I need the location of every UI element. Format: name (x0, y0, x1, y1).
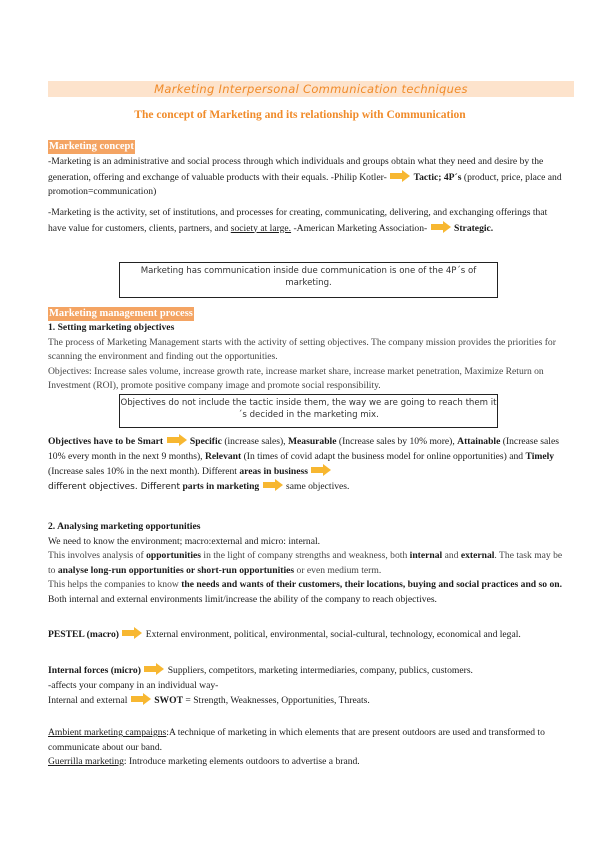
external-label: external (460, 550, 495, 561)
measurable-label: Measurable (287, 436, 337, 447)
tactic-label: Tactic; 4P´s (413, 171, 462, 183)
analysing-text: in the light of company strengths and weakness, both (203, 550, 408, 561)
internal-label: internal (409, 550, 443, 561)
analysing-line-4: Both internal and external environments limit/increase the ability of the company to reach objectives. (48, 593, 437, 605)
concept-paragraph-1 (48, 155, 566, 200)
arrow-right-icon (431, 221, 451, 233)
guerrilla-marketing-label: Guerrilla marketing (48, 756, 124, 767)
same-objectives-text: same objectives. (286, 481, 350, 492)
concept-note-box: Marketing has communication inside due communication is one of the 4P´s of marketing. (119, 262, 498, 298)
arrow-right-icon (131, 693, 151, 705)
internal-forces-text: Suppliers, competitors, marketing intermediaries, company, publics, customers. (167, 665, 473, 676)
timely-label: Timely (525, 451, 555, 462)
attainable-text: (Increase sales 10% every month in the next 9 months), (48, 436, 559, 462)
ambient-marketing-text: :A technique of marketing in which elements that are present outdoors are used and transformed to communicate about our band. (48, 727, 545, 753)
internal-forces-label: Internal forces (micro) (48, 665, 141, 676)
analysing-text: and (444, 550, 459, 561)
document-subtitle: The concept of Marketing and its relationship with Communication (134, 109, 466, 121)
internal-external-text: Internal and external (48, 695, 128, 706)
ambient-marketing-label: Ambient marketing campaigns (48, 727, 167, 738)
parts-label: parts in marketing (182, 481, 260, 492)
section-heading-management-process: Marketing management process (49, 308, 193, 319)
relevant-text: (In times of covid adapt the business model for online opportunities) and (243, 451, 524, 462)
guerrilla-marketing-text: : Introduce marketing elements outdoors to advertise a brand. (123, 756, 360, 767)
pestel-text: External environment, political, environmental, social-cultural, technology, economical and legal. (145, 629, 521, 640)
management-paragraph-2: Objectives: Increase sales volume, increase growth rate, increase market share, increase market penetration, Maximize Return on Investment (ROI), promote positive company image and promote social responsibility. (48, 365, 544, 391)
affects-text: -affects your company in an individual way- (48, 679, 219, 691)
concept-text: -Marketing is an administrative and social process through which individuals and groups obtain what they need and desire by the generation, offering and exchange of valuable products with their equals. -Philip Kotler- (48, 156, 544, 183)
concept-text: -American Marketing Association- (293, 222, 428, 234)
analysing-text: . The task may be to (48, 550, 563, 576)
relevant-label: Relevant (204, 451, 242, 462)
pestel-paragraph (48, 627, 566, 643)
opportunities-label: opportunities (146, 550, 201, 561)
smart-label: Objectives have to be Smart (48, 436, 164, 447)
subheading-setting-objectives: 1. Setting marketing objectives (48, 322, 175, 333)
swot-label: SWOT (154, 695, 183, 706)
arrow-right-icon (167, 434, 187, 446)
needs-wants-label: the needs and wants of their customers, their locations, buying and social practices and so on. (181, 579, 562, 590)
document-title: Marketing Interpersonal Communication techniques (154, 82, 468, 96)
different-objectives-text: different objectives. Different (48, 482, 181, 492)
swot-text: = Strength, Weaknesses, Opportunities, Threats. (185, 695, 370, 706)
title-band (48, 81, 574, 97)
concept-text: (product, price, place and promotion=communication) (48, 171, 562, 197)
underlined-text: society at large. (230, 222, 292, 234)
pestel-label: PESTEL (macro) (48, 629, 119, 640)
measurable-text: (Increase sales by 10% more), (338, 436, 455, 447)
arrow-right-icon (311, 464, 331, 476)
analysing-text: or even medium term. (296, 564, 382, 576)
arrow-right-icon (263, 479, 283, 491)
areas-label: areas in business (239, 466, 308, 477)
campaigns-block (48, 726, 566, 770)
analysing-text: This involves analysis of (48, 550, 144, 561)
strategic-label: Strategic. (454, 222, 494, 234)
smart-paragraph (48, 434, 566, 495)
attainable-label: Attainable (457, 436, 501, 447)
concept-paragraph-2 (48, 206, 566, 236)
management-block (48, 321, 566, 394)
analysing-text: This helps the companies to know (48, 579, 179, 590)
specific-text: (increase sales), (224, 436, 286, 447)
subheading-analysing-opportunities: 2. Analysing marketing opportunities (48, 521, 201, 532)
management-paragraph-1: The process of Marketing Management starts with the activity of setting objectives. The company mission provides the priorities for scanning the environment and finding out the opportunities. (48, 336, 556, 362)
arrow-right-icon (390, 170, 410, 182)
objectives-note-box: Objectives do not include the tactic inside them, the way we are going to reach them it´s decided in the marketing mix. (119, 394, 498, 428)
concept-text: -Marketing is the activity, set of institutions, and processes for creating, communicating, delivering, and exchanging offerings that have value for customers, clients, partners, and (48, 207, 548, 234)
analysing-line-1: We need to know the environment; macro:external and micro: internal. (48, 535, 321, 547)
internal-forces-paragraph (48, 663, 566, 709)
specific-label: Specific (189, 436, 222, 447)
analysing-block (48, 520, 566, 607)
long-short-run-label: analyse long-run opportunities or short-run opportunities (57, 564, 295, 576)
section-heading-marketing-concept: Marketing concept (49, 141, 134, 152)
arrow-right-icon (144, 663, 164, 675)
timely-text: (Increase sales 10% in the next month). Different (48, 466, 237, 477)
arrow-right-icon (122, 627, 142, 639)
